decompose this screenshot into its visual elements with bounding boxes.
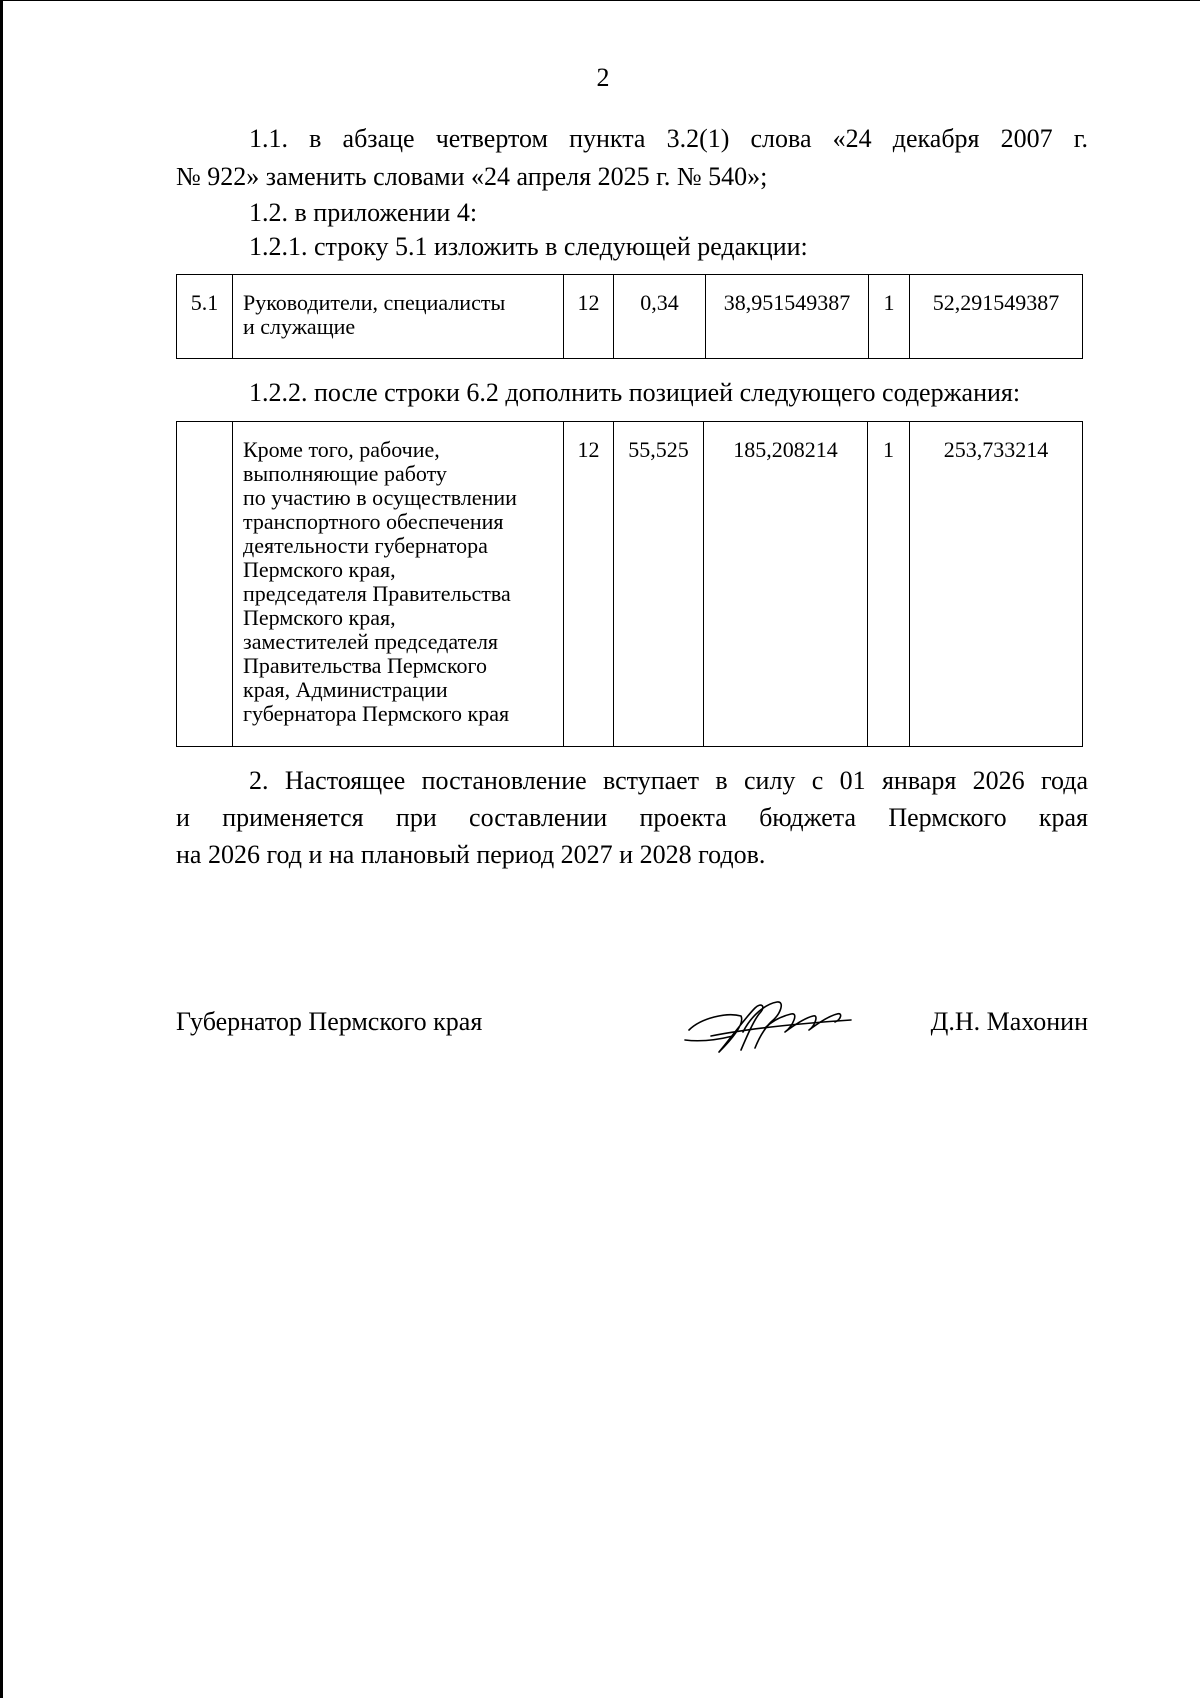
description-line: губернатора Пермского края [243, 701, 510, 726]
value-cell: 0,34 [614, 275, 706, 359]
row-number-cell: 5.1 [177, 275, 233, 359]
value-cell: 1 [868, 422, 910, 747]
table-row [177, 275, 1083, 359]
paragraph-1-1-line1: 1.1. в абзаце четвертом пункта 3.2(1) слова «24 декабря 2007 г. [249, 124, 1088, 153]
row-number-cell [177, 422, 233, 747]
description-line: деятельности губернатора [243, 533, 488, 558]
description-line: заместителей председателя [243, 629, 499, 654]
value-cell: 185,208214 [704, 422, 868, 747]
paragraph-1-2-1: 1.2.1. строку 5.1 изложить в следующей редакции: [249, 232, 808, 261]
description-cell [233, 275, 564, 359]
paragraph-2-line1: 2. Настоящее постановление вступает в силу с 01 января 2026 года [249, 766, 1088, 795]
description-cell [233, 422, 564, 747]
page-number: 2 [596, 63, 610, 92]
description-line: председателя Правительства [243, 581, 511, 606]
description-line: Руководители, специалисты [243, 290, 506, 315]
table-row-5-1 [176, 274, 1083, 359]
description-line: Пермского края, [243, 557, 396, 582]
value-cell: 253,733214 [910, 422, 1083, 747]
paragraph-2-line3: на 2026 год и на плановый период 2027 и 2028 годов. [176, 840, 766, 869]
paragraph-1-2: 1.2. в приложении 4: [249, 198, 478, 227]
description-line: и служащие [243, 314, 356, 339]
paragraph-1-2-2: 1.2.2. после строки 6.2 дополнить позицией следующего содержания: [249, 378, 1021, 407]
paragraph-2-line2: и применяется при составлении проекта бюджета Пермского края [176, 803, 1088, 832]
value-cell: 12 [564, 275, 614, 359]
description-line: Правительства Пермского [243, 653, 487, 678]
value-cell: 55,525 [614, 422, 704, 747]
description-line: края, Администрации [243, 677, 448, 702]
value-cell: 12 [564, 422, 614, 747]
handwritten-signature [681, 992, 861, 1057]
description-line: выполняющие работу [243, 461, 447, 486]
value-cell: 52,291549387 [910, 275, 1083, 359]
table-row [177, 422, 1083, 747]
description-line: Кроме того, рабочие, [243, 437, 440, 462]
description-line: транспортного обеспечения [243, 509, 504, 534]
description-line: Пермского края, [243, 605, 396, 630]
table-new-position [176, 421, 1083, 747]
paragraph-1-1-line2: № 922» заменить словами «24 апреля 2025 г. № 540»; [176, 162, 768, 191]
description-line: по участию в осуществлении [243, 485, 517, 510]
value-cell: 1 [869, 275, 910, 359]
value-cell: 38,951549387 [706, 275, 869, 359]
signatory-title: Губернатор Пермского края [176, 1007, 483, 1036]
signatory-name: Д.Н. Махонин [930, 1007, 1088, 1036]
